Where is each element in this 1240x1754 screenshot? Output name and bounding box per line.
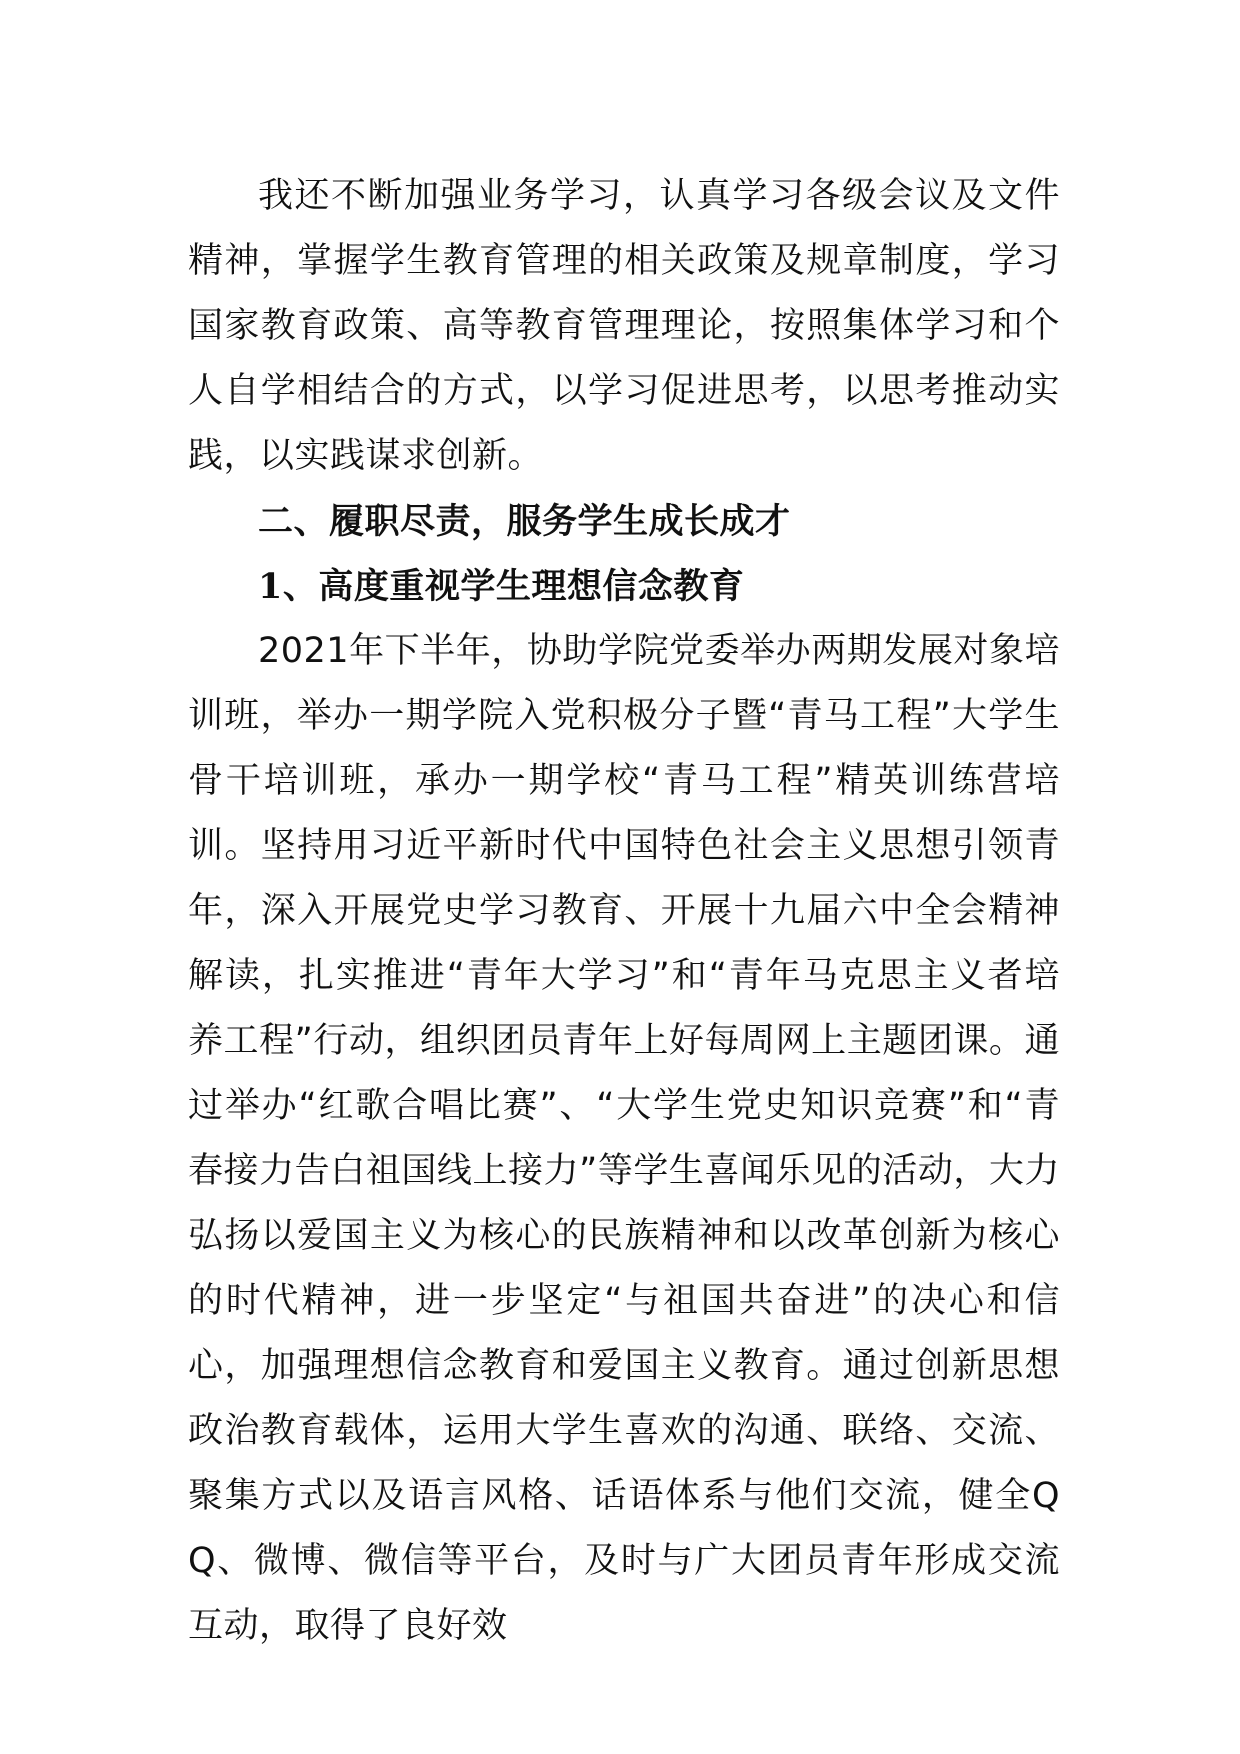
section-heading: 二、履职尽责，服务学生成长成才 (258, 501, 791, 542)
document-body (188, 164, 1060, 1659)
paragraph-ideals-education: 2021年下半年，协助学院党委举办两期发展对象培训班，举办一期学院入党积极分子暨“青马工程”大学生骨干培训班，承办一期学校“青马工程”精英训练营培训。坚持用习近平新时代中国特色社会主义思想引领青年，深入开展党史学习教育、开展十九届六中全会精神解读，扎实推进“青年大学习”和“青年马克思主义者培养工程”行动，组织团员青年上好每周网上主题团课。通过举办“红歌合唱比赛”、“大学生党史知识竞赛”和“青春接力告白祖国线上接力”等学生喜闻乐见的活动，大力弘扬以爱国主义为核心的民族精神和以改革创新为核心的时代精神，进一步坚定“与祖国共奋进”的决心和信心，加强理想信念教育和爱国主义教育。通过创新思想政治教育载体，运用大学生喜欢的沟通、联络、交流、聚集方式以及语言风格、话语体系与他们交流，健全QQ、微博、微信等平台，及时与广大团员青年形成交流互动，取得了良好效 (188, 631, 1060, 1646)
paragraph-business-study: 我还不断加强业务学习，认真学习各级会议及文件精神，掌握学生教育管理的相关政策及规章制度，学习国家教育政策、高等教育管理理论，按照集体学习和个人自学相结合的方式，以学习促进思考，以思考推动实践，以实践谋求创新。 (188, 176, 1060, 476)
subsection-heading: 1、高度重视学生理想信念教育 (258, 566, 745, 607)
